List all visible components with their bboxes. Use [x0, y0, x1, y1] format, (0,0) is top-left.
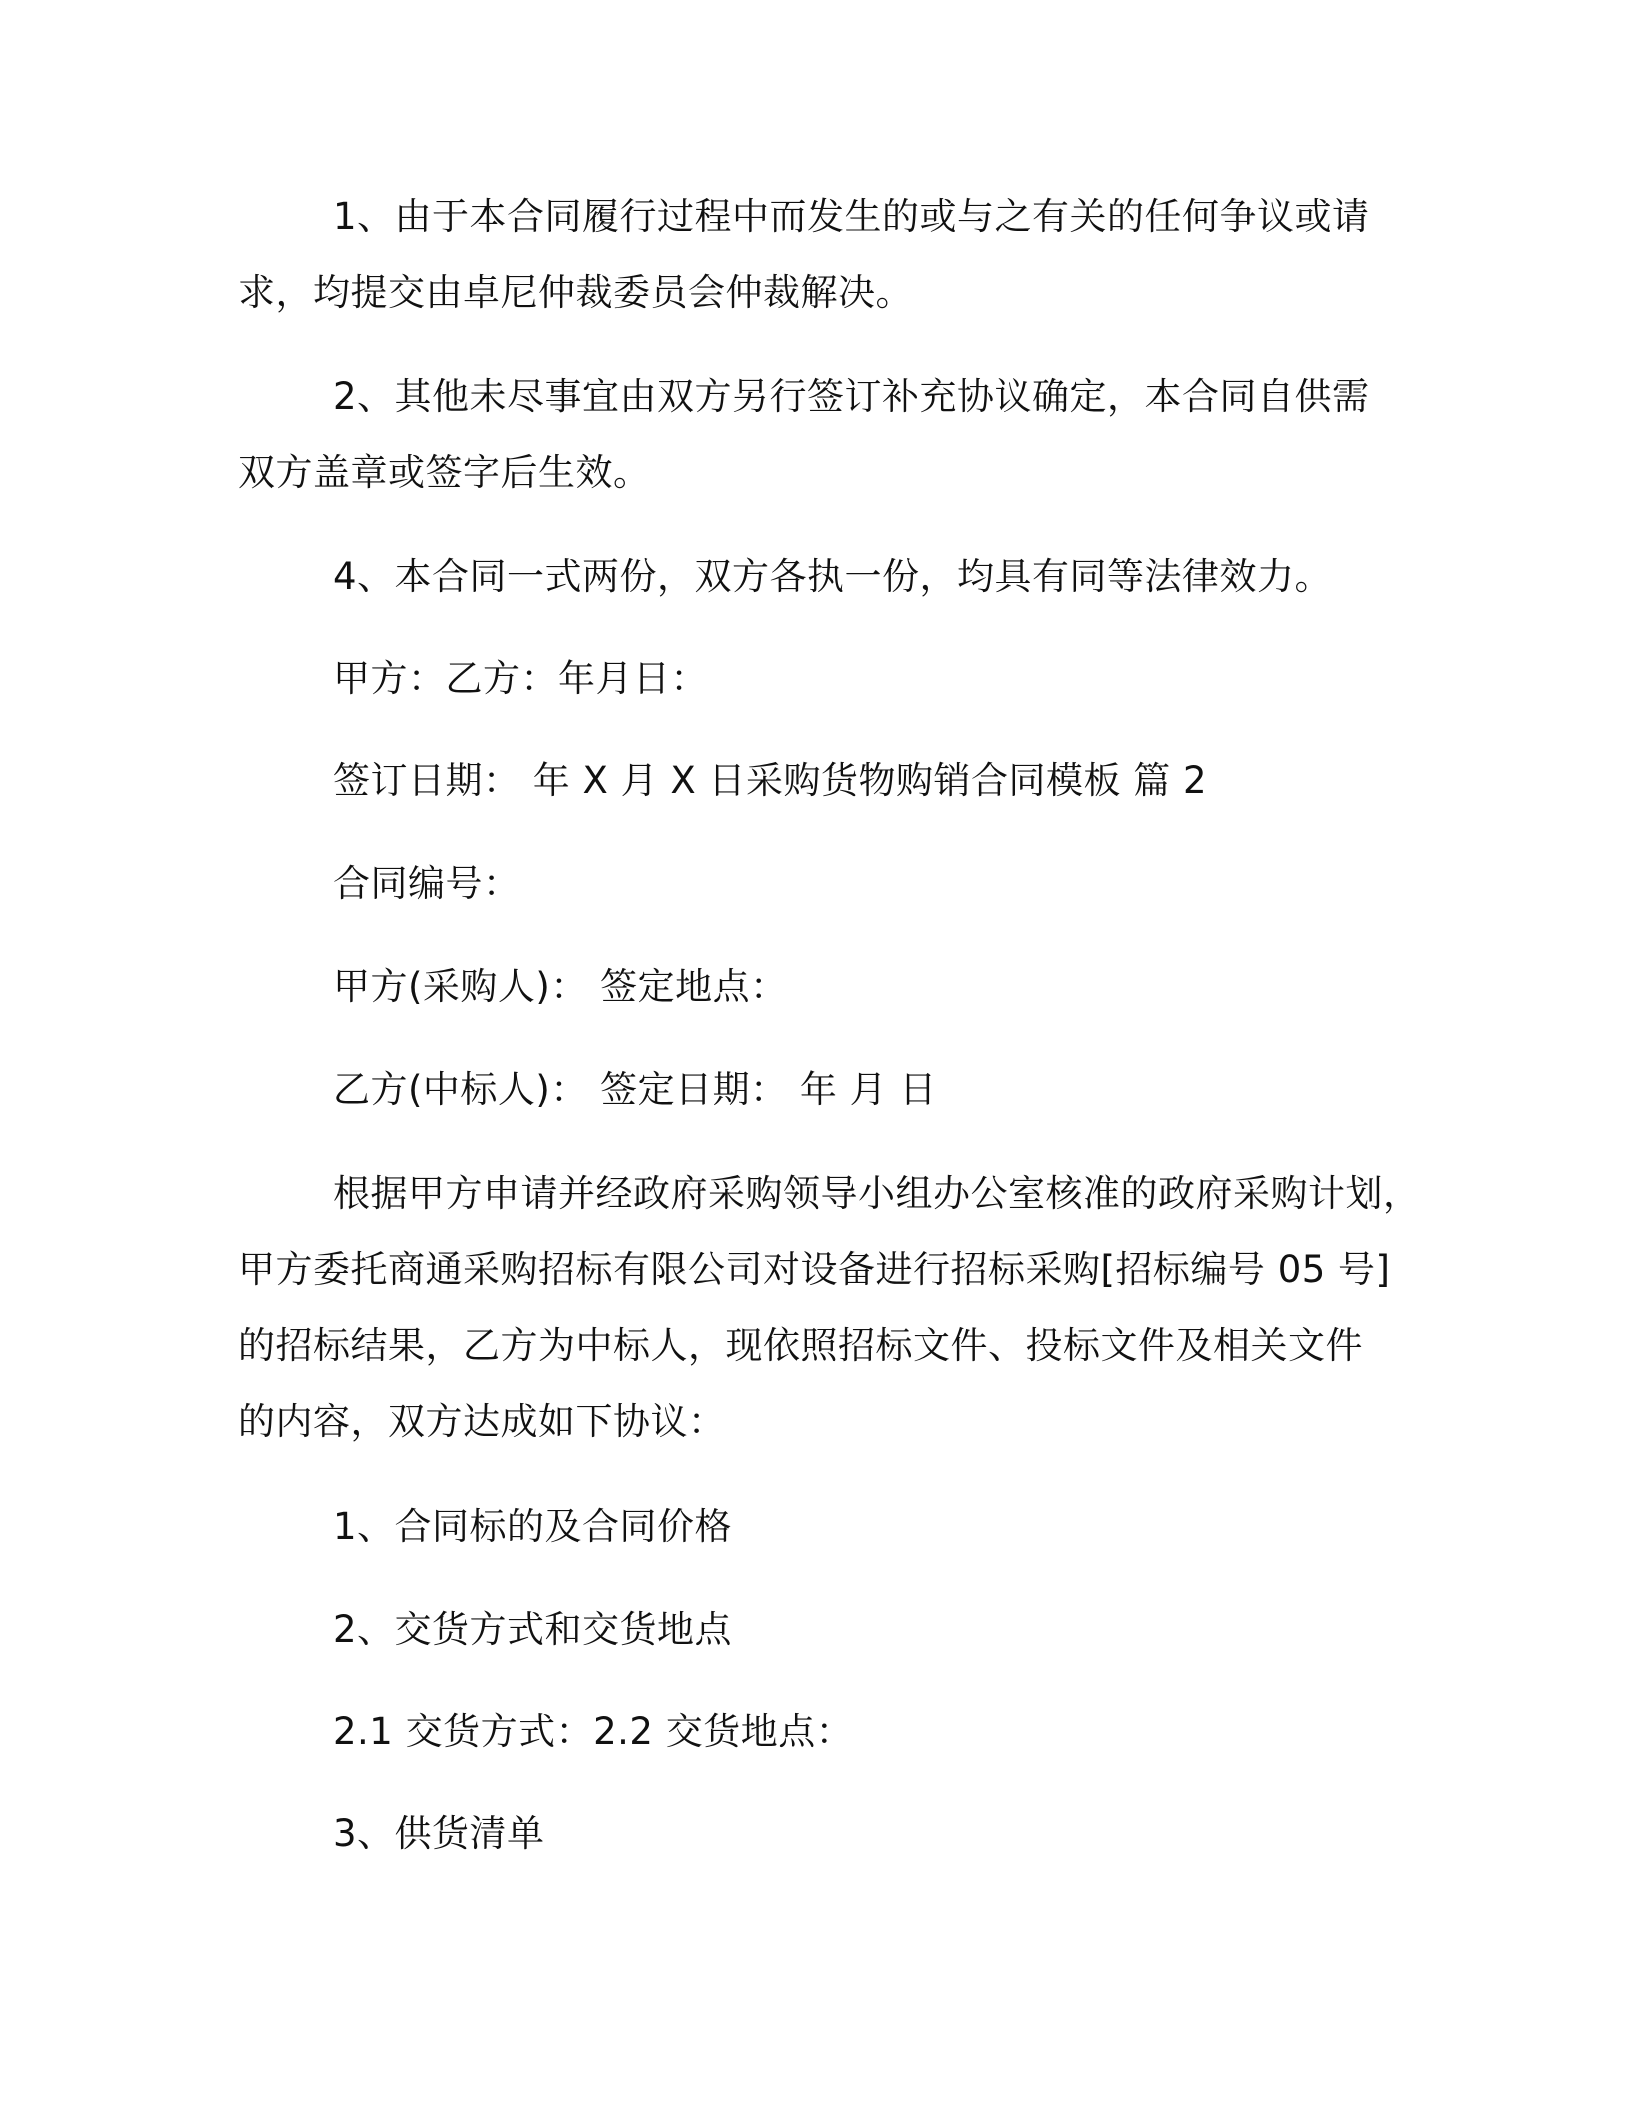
para-2-line-2: 双方盖章或签字后生效。: [238, 451, 651, 494]
section-2-subitems: 2.1 交货方式：2.2 交货地点：: [333, 1710, 854, 1753]
intro-para-line-3: 的招标结果，乙方为中标人，现依照招标文件、投标文件及相关文件: [238, 1324, 1363, 1367]
intro-para-line-2: 甲方委托商通采购招标有限公司对设备进行招标采购[招标编号 05 号]: [238, 1248, 1391, 1291]
para-1-line-2: 求，均提交由卓尼仲裁委员会仲裁解决。: [238, 271, 913, 314]
signature-parties-line: 甲方：乙方：年月日：: [333, 657, 708, 700]
party-a-line: 甲方(采购人)： 签定地点：: [333, 965, 788, 1008]
intro-para-line-4: 的内容，双方达成如下协议：: [238, 1400, 726, 1443]
intro-para-line-1: 根据甲方申请并经政府采购领导小组办公室核准的政府采购计划，: [333, 1172, 1421, 1215]
para-1-line-1: 1、由于本合同履行过程中而发生的或与之有关的任何争议或请: [333, 195, 1370, 238]
section-3-heading: 3、供货清单: [333, 1812, 545, 1855]
party-b-line: 乙方(中标人)： 签定日期： 年 月 日: [333, 1068, 937, 1111]
para-4-line-1: 4、本合同一式两份，双方各执一份，均具有同等法律效力。: [333, 555, 1333, 598]
para-2-line-1: 2、其他未尽事宜由双方另行签订补充协议确定，本合同自供需: [333, 375, 1370, 418]
sign-date-title-line: 签订日期： 年 X 月 X 日采购货物购销合同模板 篇 2: [333, 759, 1208, 802]
section-2-heading: 2、交货方式和交货地点: [333, 1608, 733, 1651]
section-1-heading: 1、合同标的及合同价格: [333, 1505, 733, 1548]
contract-number-line: 合同编号：: [333, 862, 521, 905]
